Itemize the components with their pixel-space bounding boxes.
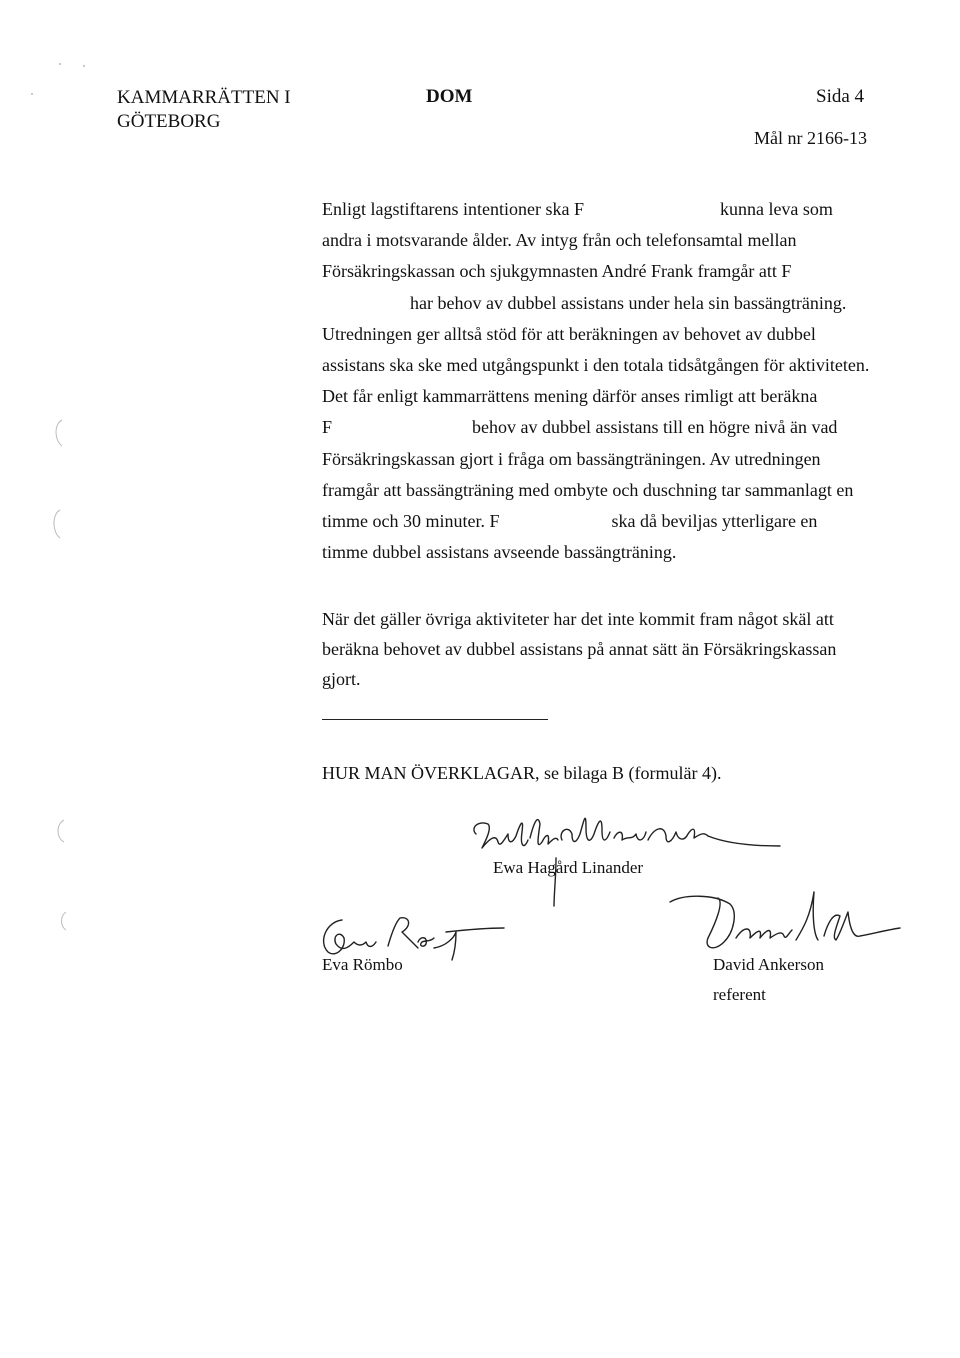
text-segment: kunna leva som [719,199,833,219]
text-line: gjort. [322,669,361,689]
court-name-line1: KAMMARRÄTTEN I [117,87,291,108]
text-segment: timme och 30 minuter. F [322,511,500,532]
signer-role: referent [713,985,766,1004]
document-type: DOM [426,86,473,107]
text-line: Försäkringskassan och sjukgymnasten André Frank framgår att F [322,261,792,282]
text-segment: Enligt lagstiftarens intentioner ska F [322,199,584,219]
text-line: timme dubbel assistans avseende bassängträning. [322,542,677,563]
text-segment: behov av dubbel assistans till en högre nivå än vad [472,417,838,438]
text-segment: ska då beviljas ytterligare en [611,511,818,532]
text-line: Utredningen ger alltså stöd för att beräkningen av behovet av dubbel [322,323,816,344]
page-number: Sida 4 [816,86,865,107]
signer-name-2: Eva Römbo [322,955,403,974]
signer-name-3: David Ankerson [713,955,824,974]
court-name-line2: GÖTEBORG [117,111,221,132]
text-line: har behov av dubbel assistans under hela sin bassängträning. [410,292,847,313]
appeal-notice: HUR MAN ÖVERKLAGAR, se bilaga B (formulär 4). [322,763,722,783]
text-segment: F [322,417,333,438]
case-number: Mål nr 2166-13 [754,128,867,148]
text-line: beräkna behovet av dubbel assistans på annat sätt än Försäkringskassan [322,639,837,659]
text-line: assistans ska ske med utgångspunkt i den totala tidsåtgången för aktiviteten. [322,355,870,376]
signer-name-1: Ewa Hagård Linander [493,858,644,877]
text-line: andra i motsvarande ålder. Av intyg från och telefonsamtal mellan [322,230,797,251]
text-line: framgår att bassängträning med ombyte och duschning tar sammanlagt en [322,479,854,500]
text-line: Det får enligt kammarrättens mening därför anses rimligt att beräkna [322,386,818,407]
text-line: Försäkringskassan gjort i fråga om bassängträningen. Av utredningen [322,448,821,469]
text-line: När det gäller övriga aktiviteter har det inte kommit fram något skäl att [322,609,834,629]
